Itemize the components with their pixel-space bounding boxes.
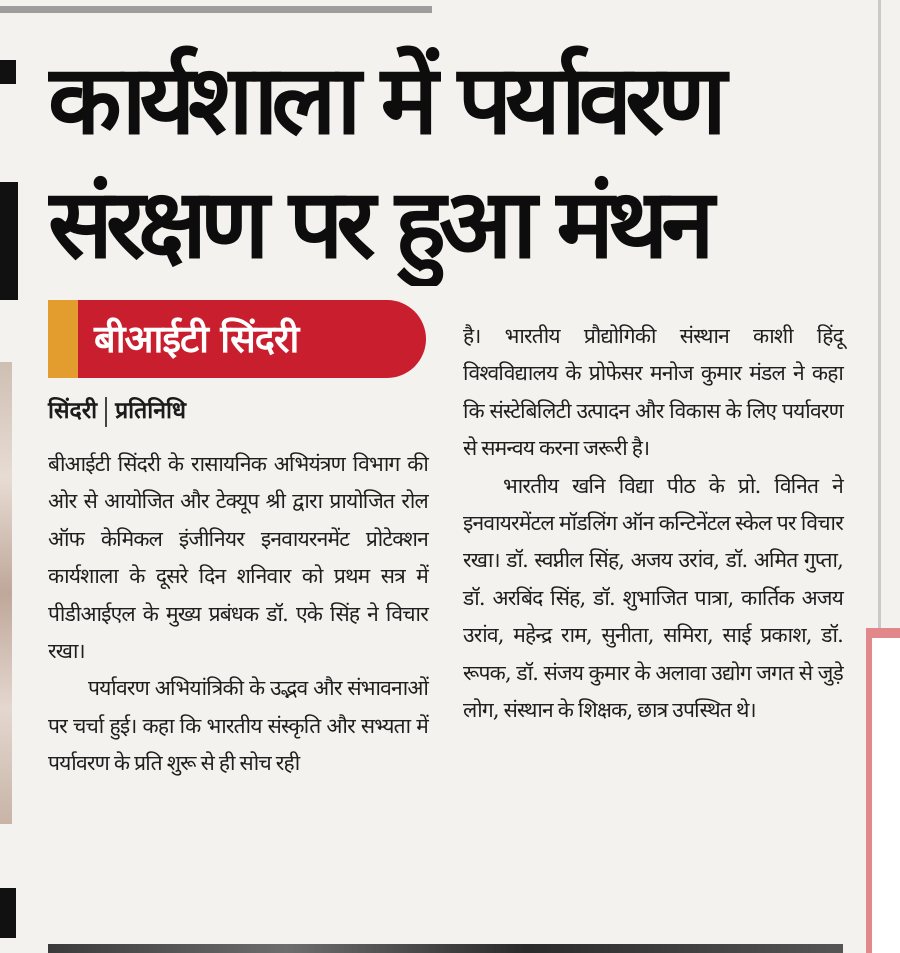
adjacent-glyph (0, 182, 18, 300)
photo-strip (48, 944, 843, 953)
top-rule (0, 6, 432, 13)
adjacent-glyph (0, 60, 16, 84)
article-column-left (48, 446, 428, 783)
paragraph: है। भारतीय प्रौद्योगिकी संस्थान काशी हिंदू विश्वविद्यालय के प्रोफेसर मनोज कुमार मंडल ने कहा कि संस्टेबिलिटी उत्पादन और विकास के लिए पर्यावरण से समन्वय करना जरूरी है। (463, 324, 843, 461)
adjacent-photo (0, 362, 12, 824)
article-column-right (463, 318, 843, 729)
location-banner (48, 300, 426, 378)
byline-separator (105, 397, 107, 427)
adjacent-glyph (0, 888, 16, 938)
byline-reporter: प्रतिनिधि (115, 398, 187, 424)
banner-accent (48, 300, 78, 378)
byline (48, 393, 186, 427)
headline-line-1: कार्यशाला में पर्यावरण (48, 44, 720, 156)
paragraph: पर्यावरण अभियांत्रिकी के उद्भव और संभावनाओं पर चर्चा हुई। कहा कि भारतीय संस्कृति और सभ्यता में पर्यावरण के प्रति शुरू से ही सोच रही (48, 676, 428, 776)
paragraph: बीआईटी सिंदरी के रासायनिक अभियंत्रण विभाग की ओर से आयोजित और टेक्यूप श्री द्वारा प्रायोजित रोल ऑफ केमिकल इंजीनियर इनवायरनमेंट प्रोटेक्शन कार्यशाला के दूसरे दिन शनिवार को प्रथम सत्र में पीडीआईएल के मुख्य प्रबंधक डॉ. एके सिंह ने विचार रखा। (48, 452, 428, 664)
banner-label: बीआईटी सिंदरी (78, 300, 426, 378)
byline-place: सिंदरी (48, 398, 98, 424)
adjacent-article-edge (0, 0, 22, 953)
headline (48, 38, 863, 286)
adjacent-article-frame (866, 628, 900, 953)
paragraph: भारतीय खनि विद्या पीठ के प्रो. विनित ने इनवायरमेंटल मॉडलिंग ऑन कन्टिनेंटल स्केल पर विचार रखा। डॉ. स्वप्नील सिंह, अजय उरांव, डॉ. अमित गुप्ता, डॉ. अरबिंद सिंह, डॉ. शुभाजित पात्रा, कार्तिक अजय उरांव, महेन्द्र राम, सुनीता, समिरा, साई प्रकाश, डॉ. रूपक, डॉ. संजय कुमार के अलावा उद्योग जगत से जुड़े लोग, संस्थान के शिक्षक, छात्र उपस्थित थे। (463, 473, 843, 723)
headline-line-2: संरक्षण पर हुआ मंथन (48, 168, 708, 280)
